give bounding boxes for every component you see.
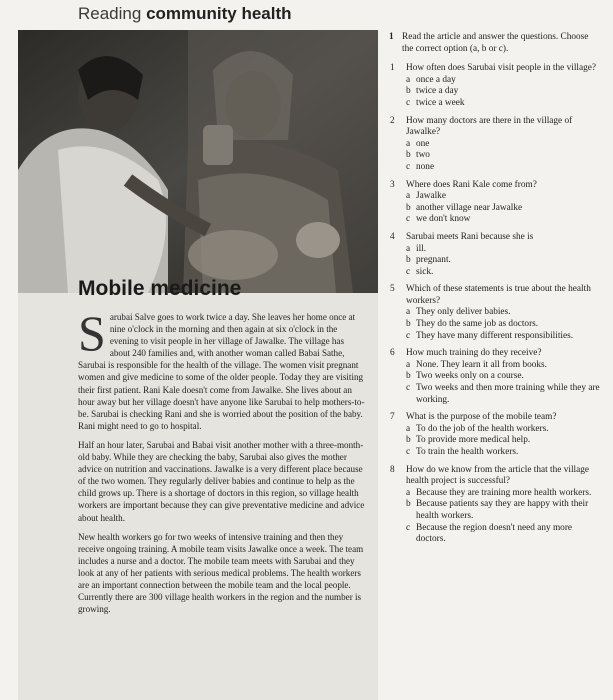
answer-option[interactable] — [406, 488, 601, 500]
answer-option[interactable] — [406, 383, 601, 406]
question-text: How much training do they receive? — [406, 348, 542, 359]
option-letter: c — [406, 266, 411, 277]
option-letter: c — [406, 447, 411, 457]
question-item — [389, 116, 601, 174]
option-text: two — [416, 150, 430, 161]
option-text: pregnant. — [416, 255, 451, 266]
page-header — [78, 4, 292, 24]
question-body — [406, 232, 601, 278]
option-text: Jawalke — [416, 191, 446, 202]
question-text: Which of these statements is true about the health workers? — [406, 284, 591, 306]
question-number: 8 — [390, 464, 395, 475]
option-letter: a — [406, 423, 411, 434]
option-text: sick. — [416, 266, 434, 277]
option-letter: a — [406, 359, 411, 370]
option-text: twice a week — [416, 97, 465, 108]
comprehension-questions — [389, 32, 601, 552]
question-list — [389, 63, 601, 546]
question-body — [406, 465, 601, 546]
option-letter: c — [406, 161, 411, 172]
option-letter: b — [406, 319, 411, 330]
answer-option[interactable] — [406, 319, 601, 331]
answer-option[interactable] — [406, 523, 601, 546]
answer-option[interactable] — [406, 435, 601, 447]
option-letter: a — [406, 138, 411, 149]
question-text: What is the purpose of the mobile team? — [406, 412, 557, 423]
answer-option[interactable] — [406, 214, 601, 226]
question-item — [389, 63, 601, 109]
option-text: To do the job of the health workers. — [416, 423, 549, 434]
option-letter: a — [406, 487, 411, 498]
answer-option[interactable] — [406, 267, 601, 279]
option-letter: b — [406, 371, 411, 382]
option-text: Because they are training more health workers. — [416, 487, 592, 498]
option-text: ill. — [416, 243, 427, 254]
answer-option[interactable] — [406, 255, 601, 267]
question-body — [406, 348, 601, 406]
question-item — [389, 232, 601, 278]
article-paragraph: New health workers go for two weeks of intensive training and then they receive ongoing training. A mobile team visits Jawalke once a week. The team includes a nurse and a doctor. The mobile team meets with Sarubai and they look at any of her patients with serious medical problems. The health workers are an important connection between the mobile team and the local people. Currently there are 300 village health workers in the region and the number is growing. — [78, 531, 364, 615]
question-text: How many doctors are there in the village of Jawalke? — [406, 115, 573, 138]
option-letter: c — [406, 522, 411, 533]
question-text: How do we know from the article that the village health project is successful? — [406, 464, 590, 487]
option-letter: b — [406, 435, 411, 446]
answer-option[interactable] — [406, 360, 601, 372]
article-body — [78, 305, 366, 622]
answer-option[interactable] — [406, 162, 601, 174]
exercise-number: 1 — [389, 32, 394, 42]
answer-option[interactable] — [406, 75, 601, 87]
option-letter: c — [406, 97, 411, 108]
option-letter: b — [406, 255, 411, 266]
question-text: Sarubai meets Rani because she is — [406, 231, 534, 242]
exercise-instructions — [389, 32, 601, 55]
question-item — [389, 348, 601, 406]
question-text: How often does Sarubai visit people in the village? — [406, 63, 597, 74]
header-prefix: Reading — [78, 4, 142, 23]
question-number: 1 — [390, 63, 395, 74]
option-text: To train the health workers. — [416, 447, 519, 457]
answer-option[interactable] — [406, 331, 601, 343]
answer-option[interactable] — [406, 447, 601, 459]
option-letter: b — [406, 202, 411, 213]
option-letter: c — [406, 330, 411, 341]
question-item — [389, 284, 601, 342]
option-letter: a — [406, 74, 411, 85]
option-text: Two weeks and then more training while they are working. — [416, 383, 600, 405]
option-text: none — [416, 161, 435, 172]
answer-option[interactable] — [406, 307, 601, 319]
option-letter: a — [406, 191, 411, 202]
option-text: twice a day — [416, 86, 459, 97]
option-text: we don't know — [416, 214, 471, 225]
option-letter: b — [406, 499, 411, 510]
option-letter: b — [406, 86, 411, 97]
option-text: Because the region doesn't need any more doctors. — [416, 522, 573, 545]
question-number: 4 — [390, 231, 395, 242]
question-number: 2 — [390, 115, 395, 126]
question-number: 7 — [390, 412, 395, 423]
option-text: Two weeks only on a course. — [416, 371, 524, 382]
answer-option[interactable] — [406, 424, 601, 436]
option-text: once a day — [416, 74, 456, 85]
article-photo — [18, 30, 378, 293]
option-text: None. They learn it all from books. — [416, 359, 547, 370]
question-item — [389, 412, 601, 458]
option-letter: c — [406, 214, 411, 225]
option-letter: a — [406, 243, 411, 254]
answer-option[interactable] — [406, 499, 601, 522]
answer-option[interactable] — [406, 371, 601, 383]
answer-option[interactable] — [406, 139, 601, 151]
option-text: one — [416, 138, 430, 149]
option-text: Because patients say they are happy with their health workers. — [416, 499, 589, 521]
option-text: To provide more medical help. — [416, 435, 531, 446]
option-letter: c — [406, 383, 411, 394]
answer-option[interactable] — [406, 86, 601, 98]
question-body — [406, 180, 601, 226]
article-paragraph: Half an hour later, Sarubai and Babai visit another mother with a three-month-old baby. While they are checking the baby, Sarubai also gives the mother advice on nutrition and vaccinations. Jawalke is a very different place because of the two women. They regularly deliver babies and continue to help as the child grows up. There is a shortage of doctors in this region, so village health workers are important because they can give preventative medicine and advice about health. — [78, 439, 365, 523]
option-text: They do the same job as doctors. — [416, 319, 539, 330]
option-text: They have many different responsibilities. — [416, 330, 574, 341]
answer-option[interactable] — [406, 203, 601, 215]
question-body — [406, 63, 601, 109]
drop-cap: S — [78, 305, 106, 361]
question-number: 6 — [390, 348, 395, 359]
option-letter: a — [406, 307, 411, 318]
question-text: Where does Rani Kale come from? — [406, 179, 537, 190]
question-item — [389, 465, 601, 546]
question-body — [406, 412, 601, 458]
answer-option[interactable] — [406, 150, 601, 162]
instructions-text: Read the article and answer the questions. Choose the correct option (a, b or c). — [402, 32, 589, 54]
option-letter: b — [406, 150, 411, 161]
answer-option[interactable] — [406, 191, 601, 203]
paragraph-text: arubai Salve goes to work twice a day. She leaves her home once at nine o'clock in the morning and then again at six o'clock in the evening to visit people in her village of Jawalke. The village has about 240 families and, with another woman called Babai Sathe, Sarubai is responsible for the health of the village. The women visit pregnant women and give medicine to some of the older people. Today they are visiting their first patient. Rani Kale doesn't come from Jawalke. She lives about an hour away but her village doesn't have anyone like Sarubai to help mothers-to-be. Sarubai is checking Rani and she is worried about the position of the baby. Rani might need to go to hospital. — [78, 312, 365, 431]
option-text: another village near Jawalke — [416, 202, 523, 213]
option-text: They only deliver babies. — [416, 307, 511, 318]
question-item — [389, 180, 601, 226]
article-paragraph — [78, 305, 366, 432]
question-body — [406, 116, 601, 174]
answer-option[interactable] — [406, 98, 601, 110]
question-number: 3 — [390, 179, 395, 190]
article-title: Mobile medicine — [78, 277, 242, 300]
question-body — [406, 284, 601, 342]
question-number: 5 — [390, 284, 395, 295]
header-title: community health — [146, 4, 292, 23]
answer-option[interactable] — [406, 244, 601, 256]
